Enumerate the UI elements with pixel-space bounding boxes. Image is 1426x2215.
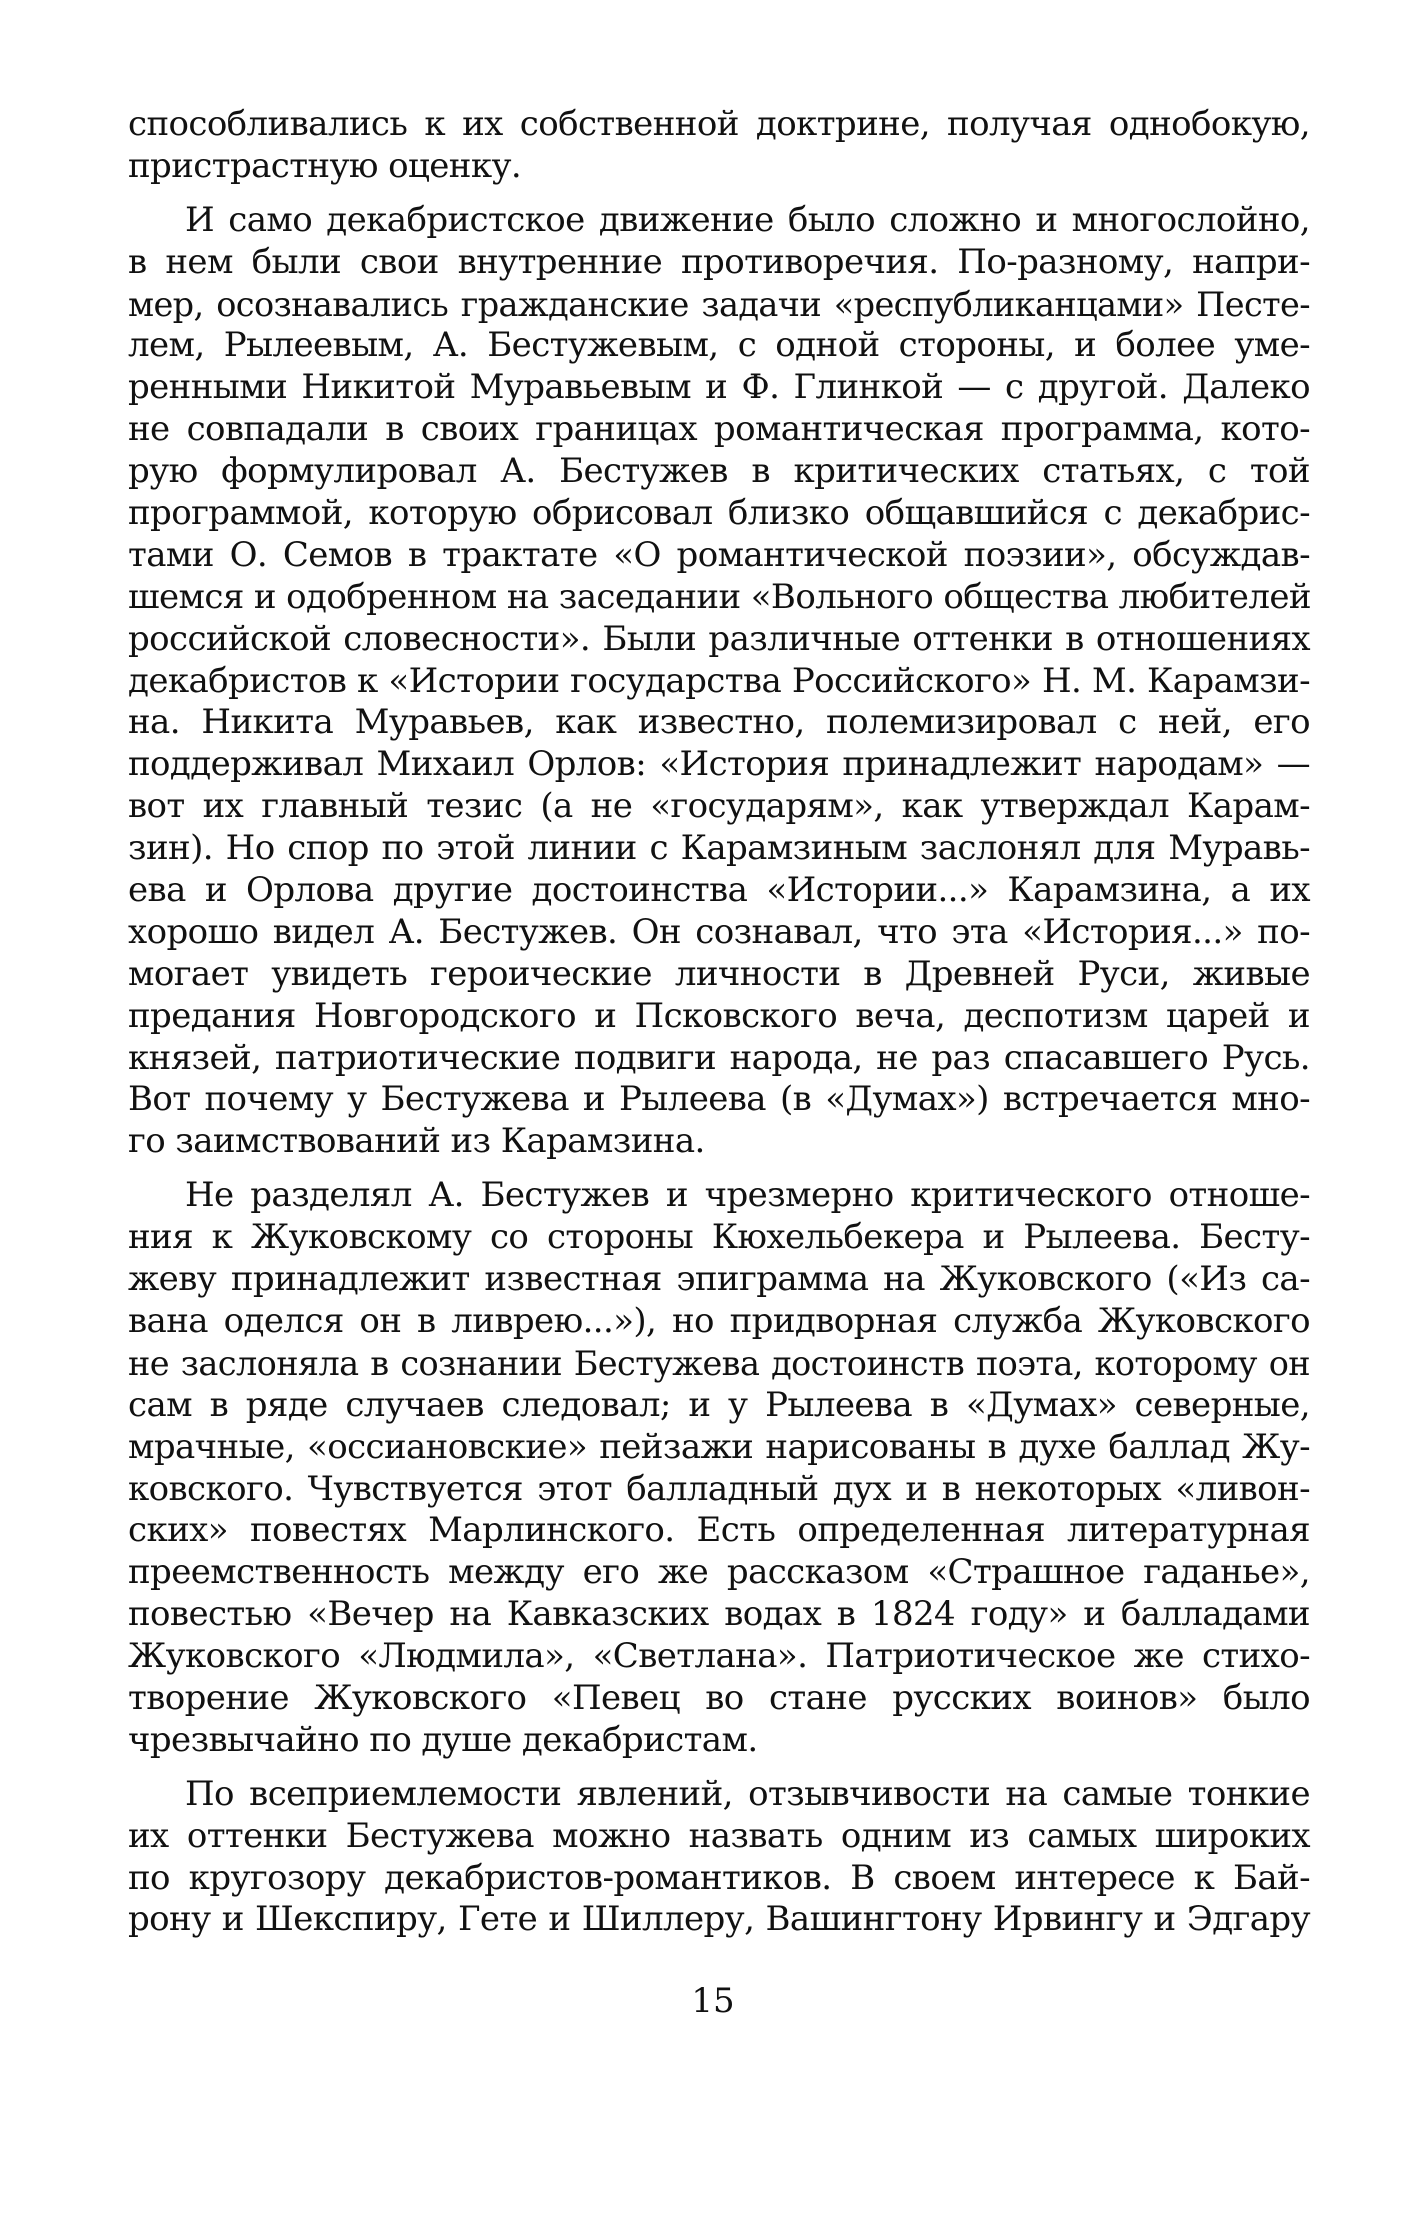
text-line: преемственность между его же рассказом «Страшное гаданье», xyxy=(128,1552,1310,1593)
text-line: не заслоняла в сознании Бестужева достоинств поэта, которому он xyxy=(128,1343,1310,1383)
text-line: тами О. Семов в трактате «О романтической поэзии», обсуждав- xyxy=(128,534,1310,575)
text-line: И само декабристское движение было сложно и многослойно, xyxy=(185,199,1310,240)
text-line: лем, Рылеевым, А. Бестужевым, с одной стороны, и более уме- xyxy=(128,325,1310,366)
text-line: по кругозору декабристов-романтиков. В своем интересе к Бай- xyxy=(128,1857,1310,1898)
text-line: в нем были свои внутренние противоречия. По-разному, напри- xyxy=(128,241,1310,282)
text-line: шемся и одобренном на заседании «Вольного общества любителей xyxy=(128,576,1311,617)
text-line: творение Жуковского «Певец во стане русских воинов» было xyxy=(128,1677,1310,1718)
text-line: ния к Жуковскому со стороны Кюхельбекера и Рылеева. Бесту- xyxy=(128,1217,1310,1258)
paragraph xyxy=(128,1175,1310,1761)
text-line: ренными Никитой Муравьевым и Ф. Глинкой — с другой. Далеко xyxy=(128,367,1310,408)
text-line: предания Новгородского и Псковского веча, деспотизм царей и xyxy=(128,995,1310,1036)
text-line: пристрастную оценку. xyxy=(128,145,522,186)
text-line: мрачные, «оссиановские» пейзажи нарисованы в духе баллад Жу- xyxy=(128,1426,1310,1467)
text-line: Вот почему у Бестужева и Рылеева (в «Думах») встречается мно- xyxy=(128,1079,1310,1120)
text-line: программой, которую обрисовал близко общавшийся с декабрис- xyxy=(128,493,1310,534)
text-line: По всеприемлемости явлений, отзывчивости на самые тонкие xyxy=(185,1773,1310,1814)
text-line: сам в ряде случаев следовал; и у Рылеева в «Думах» северные, xyxy=(128,1384,1310,1425)
page-text xyxy=(128,104,1310,1953)
text-line: способливались к их собственной доктрине, получая однобокую, xyxy=(128,104,1310,144)
text-line: ских» повестях Марлинского. Есть определенная литературная xyxy=(128,1510,1310,1551)
text-line: Жуковского «Людмила», «Светлана». Патриотическое же стихо- xyxy=(128,1636,1310,1677)
text-line: го заимствований из Карамзина. xyxy=(128,1121,705,1162)
text-line: повестью «Вечер на Кавказских водах в 1824 году» и балладами xyxy=(128,1594,1310,1635)
text-line: не совпадали в своих границах романтическая программа, кото- xyxy=(128,409,1310,450)
text-line: жеву принадлежит известная эпиграмма на Жуковского («Из са- xyxy=(128,1259,1310,1300)
text-line: ковского. Чувствуется этот балладный дух и в некоторых «ливон- xyxy=(128,1468,1310,1509)
text-line: зин). Но спор по этой линии с Карамзиным заслонял для Муравь- xyxy=(128,828,1310,869)
text-line: декабристов к «Истории государства Российского» Н. М. Карамзи- xyxy=(128,660,1310,701)
paragraph xyxy=(128,200,1310,1163)
text-line: вана оделся он в ливрею...»), но придворная служба Жуковского xyxy=(128,1300,1310,1341)
paragraph xyxy=(128,1774,1310,1942)
text-line: хорошо видел А. Бестужев. Он сознавал, что эта «История...» по- xyxy=(128,911,1310,952)
text-line: вот их главный тезис (а не «государям», как утверждал Карам- xyxy=(128,786,1310,827)
text-line: рую формулировал А. Бестужев в критических статьях, с той xyxy=(128,451,1310,492)
text-line: их оттенки Бестужева можно назвать одним из самых широких xyxy=(128,1815,1310,1856)
text-line: могает увидеть героические личности в Древней Руси, живые xyxy=(128,953,1310,994)
text-line: князей, патриотические подвиги народа, не раз спасавшего Русь. xyxy=(128,1037,1310,1078)
text-line: на. Никита Муравьев, как известно, полемизировал с ней, его xyxy=(128,702,1310,743)
text-line: чрезвычайно по душе декабристам. xyxy=(128,1719,758,1760)
text-line: рону и Шекспиру, Гете и Шиллеру, Вашингтону Ирвингу и Эдгару xyxy=(128,1899,1310,1940)
text-line: поддерживал Михаил Орлов: «История принадлежит народам» — xyxy=(128,744,1310,785)
text-line: Не разделял А. Бестужев и чрезмерно критического отноше- xyxy=(185,1175,1310,1216)
text-line: мер, осознавались гражданские задачи «республиканцами» Песте- xyxy=(128,284,1310,324)
page-number: 15 xyxy=(691,1981,735,2021)
text-line: ева и Орлова другие достоинства «Истории...» Карамзина, а их xyxy=(128,870,1310,911)
paragraph xyxy=(128,104,1310,188)
text-line: российской словесности». Были различные оттенки в отношениях xyxy=(128,618,1310,659)
